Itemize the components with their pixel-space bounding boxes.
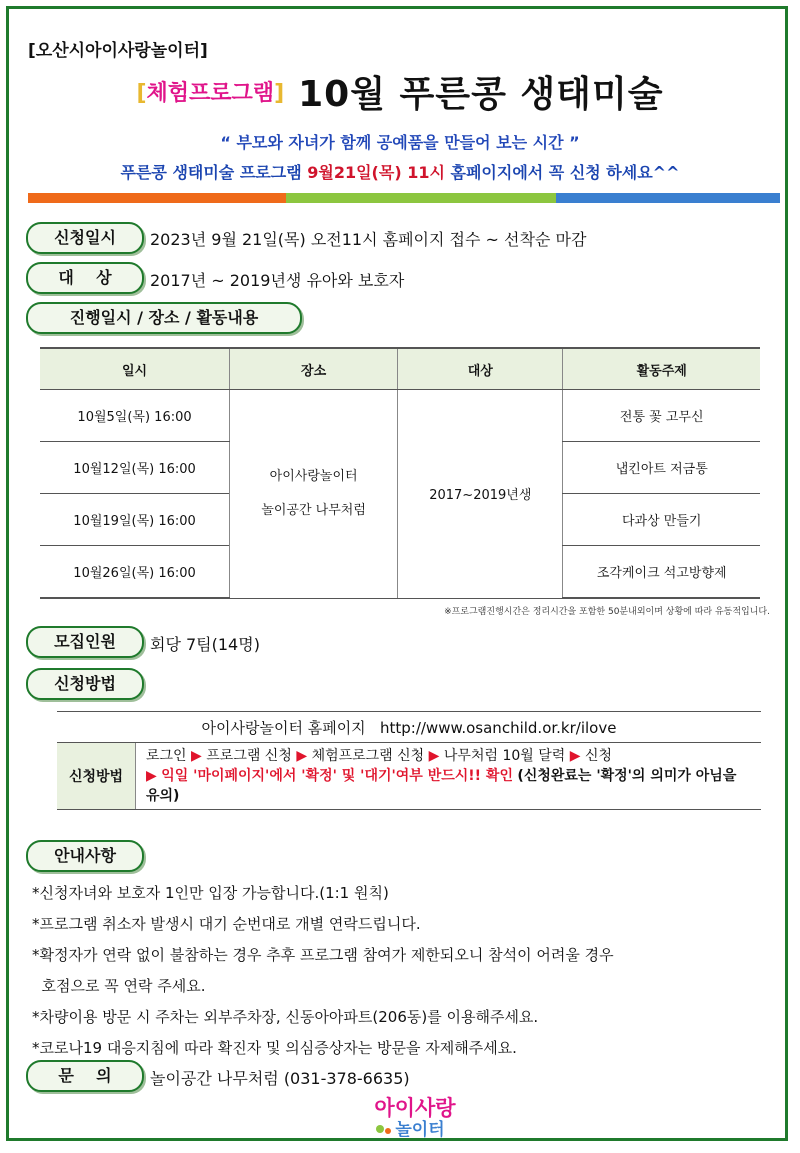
apply-date-value: 2023년 9월 21일(목) 오전11시 홈페이지 접수 ~ 선착순 마감 <box>150 230 587 249</box>
header-audience: 대상 <box>398 348 563 390</box>
schedule-date: 10월26일(목) 16:00 <box>40 546 230 599</box>
list-item: 호점으로 꼭 연락 주세요. <box>32 977 206 995</box>
color-strip-blue <box>556 193 780 203</box>
arrow-right-icon: ▶ <box>428 748 440 764</box>
contact-label: 문 의 <box>26 1060 144 1092</box>
schedule-table <box>40 347 760 599</box>
notice-list <box>32 878 777 1064</box>
schedule-topic: 전통 꽃 고무신 <box>563 390 760 442</box>
target-value: 2017년 ~ 2019년생 유아와 보호자 <box>150 271 405 290</box>
header-topic: 활동주제 <box>563 348 760 390</box>
list-item: *코로나19 대응지침에 따라 확진자 및 의심증상자는 방문을 자제해주세요. <box>32 1039 517 1057</box>
notice-label: 안내사항 <box>26 840 144 872</box>
list-item: *신청자녀와 보호자 1인만 입장 가능합니다.(1:1 원칙) <box>32 884 389 902</box>
arrow-right-icon: ▶ <box>146 768 157 784</box>
schedule-date: 10월19일(목) 16:00 <box>40 494 230 546</box>
schedule-note: ※프로그램진행시간은 정리시간을 포함한 50분내외이며 상황에 따라 유동적입니다. <box>444 607 770 617</box>
homepage-link[interactable]: 아이사랑놀이터 홈페이지 http://www.osanchild.or.kr/ilove <box>57 712 761 743</box>
playground-logo <box>340 1093 490 1139</box>
header-date: 일시 <box>40 348 230 390</box>
method-row-label: 신청방법 <box>57 743 136 810</box>
method-steps: 로그인 ▶ 프로그램 신청 ▶ 체험프로그램 신청 ▶ 나무처럼 10월 달력 ▶ 신청 ▶ 익일 '마이페이지'에서 '확정' 및 '대기'여부 반드시!! 확인 (신청완료는 '확정'의 의미가 아님을 유의) <box>136 743 762 810</box>
schedule-topic: 냅킨아트 저금통 <box>563 442 760 494</box>
subtitle-registration: 푸른콩 생태미술 프로그램 9월21일(목) 11시 홈페이지에서 꼭 신청 하세요^^ <box>120 163 680 182</box>
schedule-label: 진행일시 / 장소 / 활동내용 <box>26 302 302 334</box>
program-type-tag: [체험프로그램] <box>136 81 285 106</box>
contact-value: 놀이공간 나무처럼 (031-378-6635) <box>150 1069 410 1088</box>
method-label: 신청방법 <box>26 668 144 700</box>
logo-line1: 아이사랑 <box>374 1096 456 1120</box>
list-item: *차량이용 방문 시 주차는 외부주차장, 신동아아파트(206동)를 이용해주세요. <box>32 1008 539 1026</box>
color-strip-orange <box>28 193 286 203</box>
header-place: 장소 <box>230 348 398 390</box>
apply-method-table <box>57 711 761 810</box>
schedule-place: 아이사랑놀이터 놀이공간 나무처럼 <box>230 390 398 599</box>
apply-date-label: 신청일시 <box>26 222 144 254</box>
capacity-label: 모집인원 <box>26 626 144 658</box>
logo-mark <box>340 1093 490 1139</box>
confirm-warning: 익일 '마이페이지'에서 '확정' 및 '대기'여부 반드시!! 확인 <box>161 768 513 784</box>
arrow-right-icon: ▶ <box>191 748 202 764</box>
page-title: 10월 푸른콩 생태미술 <box>298 74 664 115</box>
capacity-value: 회당 7팀(14명) <box>150 635 260 654</box>
schedule-date: 10월12일(목) 16:00 <box>40 442 230 494</box>
confirm-caution: (신청완료는 '확정'의 의미가 아님을 유의) <box>146 768 737 804</box>
arrow-right-icon: ▶ <box>569 748 581 764</box>
title-row <box>0 66 800 117</box>
list-item: *프로그램 취소자 발생시 대기 순번대로 개별 연락드립니다. <box>32 915 421 933</box>
target-label: 대 상 <box>26 262 144 294</box>
homepage-row <box>57 712 761 743</box>
schedule-topic: 조각케이크 석고방향제 <box>563 546 760 599</box>
schedule-audience: 2017~2019년생 <box>398 390 563 599</box>
schedule-date: 10월5일(목) 16:00 <box>40 390 230 442</box>
arrow-right-icon: ▶ <box>296 748 308 764</box>
table-row <box>40 390 760 442</box>
registration-time-highlight: 9월21일(목) 11시 <box>307 163 445 182</box>
table-header-row <box>40 348 760 390</box>
subtitle-quote: “ 부모와 자녀가 함께 공예품을 만들어 보는 시간 ” <box>220 133 580 152</box>
logo-line2: 놀이터 <box>395 1120 445 1139</box>
color-strip-green <box>286 193 556 203</box>
list-item: *확정자가 연락 없이 불참하는 경우 추후 프로그램 참여가 제한되오니 참석이 어려울 경우 <box>32 946 614 964</box>
method-row <box>57 743 761 810</box>
schedule-topic: 다과상 만들기 <box>563 494 760 546</box>
organization-name: [오산시아이사랑놀이터] <box>28 41 208 61</box>
